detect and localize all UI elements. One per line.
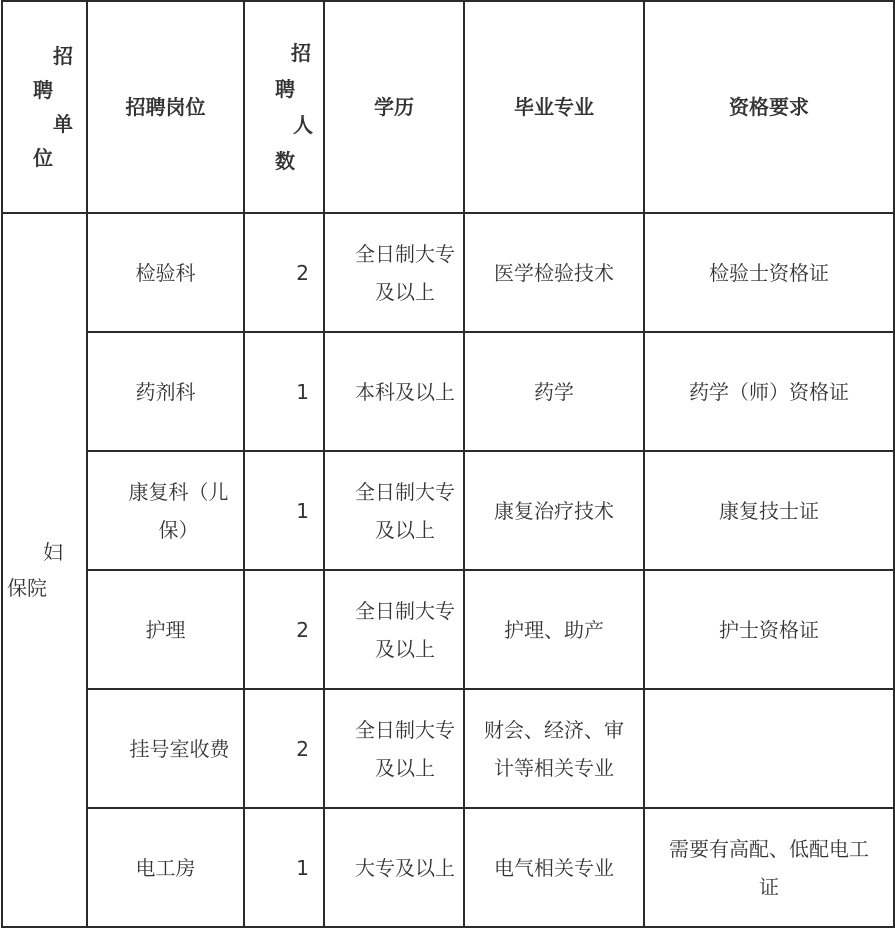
- major-cell: 医学检验技术: [464, 213, 644, 332]
- header-row: [2, 1, 894, 213]
- education-cell: 全日制大专及以上: [324, 570, 464, 689]
- qualification-cell: [644, 689, 894, 808]
- count-cell: 2: [244, 570, 324, 689]
- header-education: 学历: [324, 1, 464, 213]
- qualification-cell: 护士资格证: [644, 570, 894, 689]
- qualification-cell: 需要有高配、低配电工证: [644, 808, 894, 927]
- major-cell: 护理、助产: [464, 570, 644, 689]
- count-cell: 1: [244, 451, 324, 570]
- count-cell: 1: [244, 808, 324, 927]
- education-cell: 全日制大专及以上: [324, 213, 464, 332]
- major-cell: 药学: [464, 332, 644, 451]
- table-row: [2, 808, 894, 927]
- table-row: [2, 451, 894, 570]
- position-cell: 挂号室收费: [87, 689, 244, 808]
- count-cell: 2: [244, 689, 324, 808]
- table-row: [2, 570, 894, 689]
- qualification-cell: 康复技士证: [644, 451, 894, 570]
- table-row: [2, 213, 894, 332]
- count-cell: 1: [244, 332, 324, 451]
- header-unit: 招 聘 单 位: [2, 1, 87, 213]
- education-cell: 全日制大专及以上: [324, 451, 464, 570]
- header-count: 招 聘 人 数: [244, 1, 324, 213]
- education-cell: 大专及以上: [324, 808, 464, 927]
- major-cell: 电气相关专业: [464, 808, 644, 927]
- position-cell: 药剂科: [87, 332, 244, 451]
- position-cell: 检验科: [87, 213, 244, 332]
- header-major: 毕业专业: [464, 1, 644, 213]
- major-cell: 财会、经济、审计等相关专业: [464, 689, 644, 808]
- education-cell: 本科及以上: [324, 332, 464, 451]
- position-cell: 电工房: [87, 808, 244, 927]
- position-cell: 康复科（儿保）: [87, 451, 244, 570]
- education-cell: 全日制大专及以上: [324, 689, 464, 808]
- unit-cell: 妇 保院: [2, 213, 87, 927]
- major-cell: 康复治疗技术: [464, 451, 644, 570]
- table-row: [2, 689, 894, 808]
- qualification-cell: 药学（师）资格证: [644, 332, 894, 451]
- header-position: 招聘岗位: [87, 1, 244, 213]
- recruitment-table: [1, 0, 895, 928]
- position-cell: 护理: [87, 570, 244, 689]
- qualification-cell: 检验士资格证: [644, 213, 894, 332]
- table-row: [2, 332, 894, 451]
- count-cell: 2: [244, 213, 324, 332]
- header-qualification: 资格要求: [644, 1, 894, 213]
